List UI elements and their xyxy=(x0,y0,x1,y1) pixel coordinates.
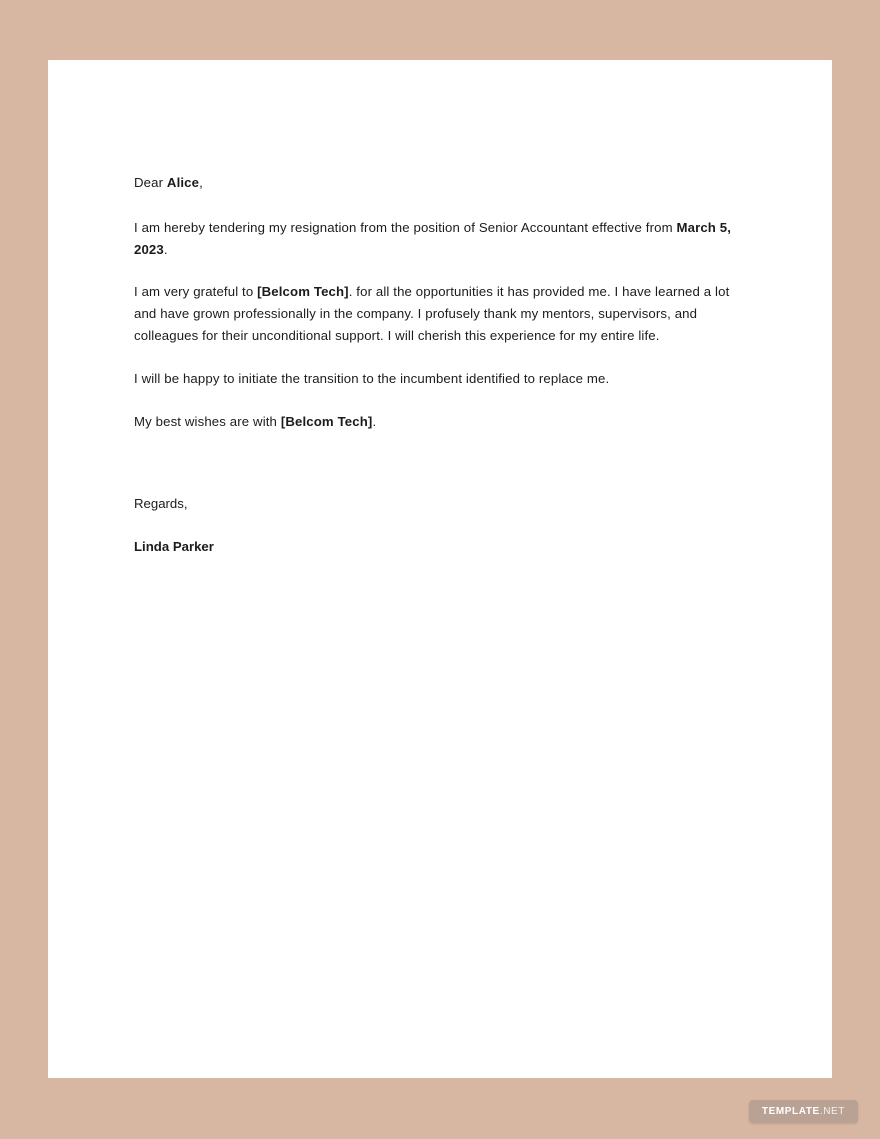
signature-name: Linda Parker xyxy=(134,539,214,555)
salutation-prefix: Dear xyxy=(134,175,167,190)
salutation-line xyxy=(134,172,744,194)
text-segment: . xyxy=(372,413,377,429)
closing-line: Regards, xyxy=(134,496,188,512)
text-segment-bold: March 5, 2023 xyxy=(134,219,732,257)
text-segment-bold: [Belcom Tech] xyxy=(257,284,349,300)
letter-body xyxy=(134,172,744,558)
text-segment: I will be happy to initiate the transition to the incumbent identified to replace me. xyxy=(134,370,610,386)
paragraph-transition-offer xyxy=(134,368,744,390)
document-page xyxy=(48,60,832,1078)
salutation-suffix: , xyxy=(199,175,203,190)
paragraph-best-wishes xyxy=(134,411,744,433)
paragraph-resignation-notice xyxy=(134,217,744,261)
text-segment: I am very grateful to xyxy=(134,284,258,300)
closing-spacer xyxy=(134,453,744,493)
watermark-brand: TEMPLATE xyxy=(761,1106,820,1117)
text-segment: . for all the opportunities it has provided me. I have learned a lot and have grown professionally in the company. I profusely thank my mentors, supervisors, and colleagues for their unconditional support. I will cherish this experience for my entire life. xyxy=(134,284,730,343)
text-segment-bold: [Belcom Tech] xyxy=(280,413,373,429)
text-segment: I am hereby tendering my resignation from the position of Senior Accountant effective from xyxy=(134,219,677,235)
template-watermark xyxy=(749,1100,858,1123)
recipient-name: Alice xyxy=(166,175,200,190)
text-segment: . xyxy=(163,241,168,257)
text-segment: My best wishes are with xyxy=(134,413,281,429)
watermark-suffix: .NET xyxy=(819,1106,845,1117)
paragraph-gratitude xyxy=(134,281,744,346)
